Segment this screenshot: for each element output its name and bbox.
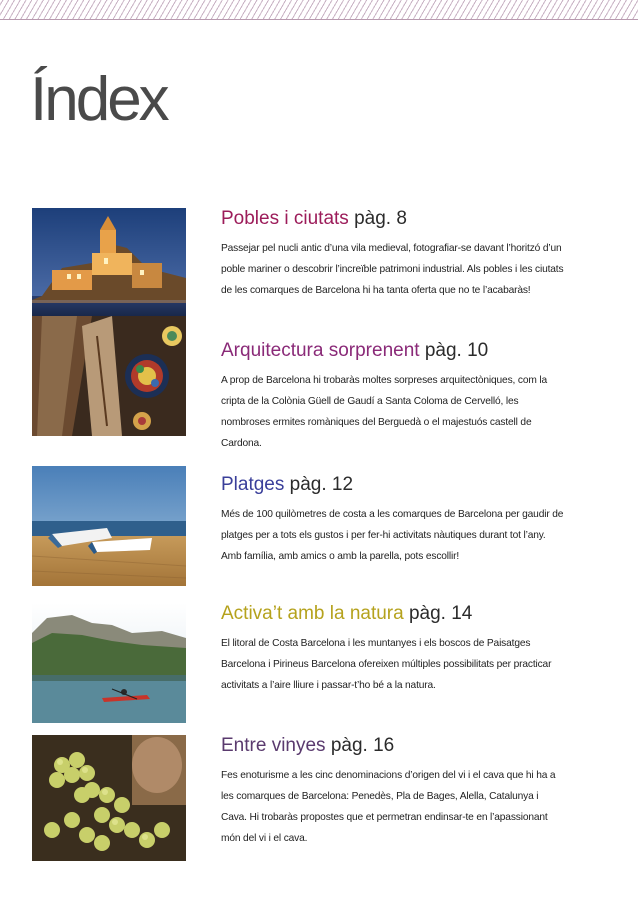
entry-content	[221, 340, 566, 454]
entry-title: Platges	[221, 474, 285, 495]
entry-title: Entre vinyes	[221, 735, 326, 756]
entry-title: Pobles i ciutats	[221, 208, 349, 229]
entry-content	[221, 208, 566, 301]
entry-heading[interactable]	[221, 474, 566, 496]
entry-page: pàg. 8	[354, 208, 407, 229]
entry-heading[interactable]	[221, 208, 566, 230]
crypt-stained-glass-photo	[32, 316, 186, 436]
entry-heading[interactable]	[221, 603, 566, 625]
entry-description: Més de 100 quilòmetres de costa a les comarques de Barcelona per gaudir de platges per a tots els gustos i per fer-hi activitats nàutiques durant tot l’any. Amb família, amb amics o amb la parella, pots escollir!	[221, 509, 564, 562]
entry-page: pàg. 14	[408, 603, 473, 624]
entry-description: Fes enoturisme a les cinc denominacions d’origen del vi i el cava que hi ha a les comarques de Barcelona: Penedès, Pla de Bages, Alella, Catalunya i Cava. Hi trobaràs propostes que et permetran endinsar-te en l’apassionant món del vi i el cava.	[221, 770, 556, 844]
entry-title: Activa’t amb la natura	[221, 603, 404, 624]
entry-title: Arquitectura sorprenent	[221, 340, 420, 361]
grape-harvest-photo	[32, 735, 186, 861]
entry-page: pàg. 10	[424, 340, 489, 361]
page-title: Índex	[30, 65, 167, 134]
entry-content	[221, 735, 566, 849]
header-divider	[0, 19, 638, 20]
decorative-hatch-border	[0, 0, 638, 19]
lake-kayak-photo	[32, 603, 186, 723]
entry-heading[interactable]	[221, 735, 566, 757]
entry-description: A prop de Barcelona hi trobaràs moltes sorpreses arquitectòniques, com la cripta de la Colònia Güell de Gaudí a Santa Coloma de Cervelló, les nombroses ermites romàniques del Berguedà o el majestuós castell de Cardona.	[221, 375, 547, 449]
beach-boats-photo	[32, 466, 186, 586]
entry-heading[interactable]	[221, 340, 566, 362]
entry-page: pàg. 16	[330, 735, 395, 756]
entry-description: Passejar pel nucli antic d’una vila medieval, fotografiar-se davant l’horitzó d’un poble mariner o descobrir l’increïble patrimoni industrial. Als pobles i les ciutats de les comarques de Barcelona hi ha tanta oferta que no te l’acabaràs!	[221, 243, 564, 296]
entry-content	[221, 603, 566, 696]
entry-page: pàg. 12	[289, 474, 354, 495]
entry-description: El litoral de Costa Barcelona i les muntanyes i els boscos de Paisatges Barcelona i Pirineus Barcelona ofereixen múltiples possibilitats per practicar activitats a l’aire lliure i passar-t’ho bé a la natura.	[221, 638, 552, 691]
town-night-photo	[32, 208, 186, 328]
entry-content	[221, 474, 566, 567]
